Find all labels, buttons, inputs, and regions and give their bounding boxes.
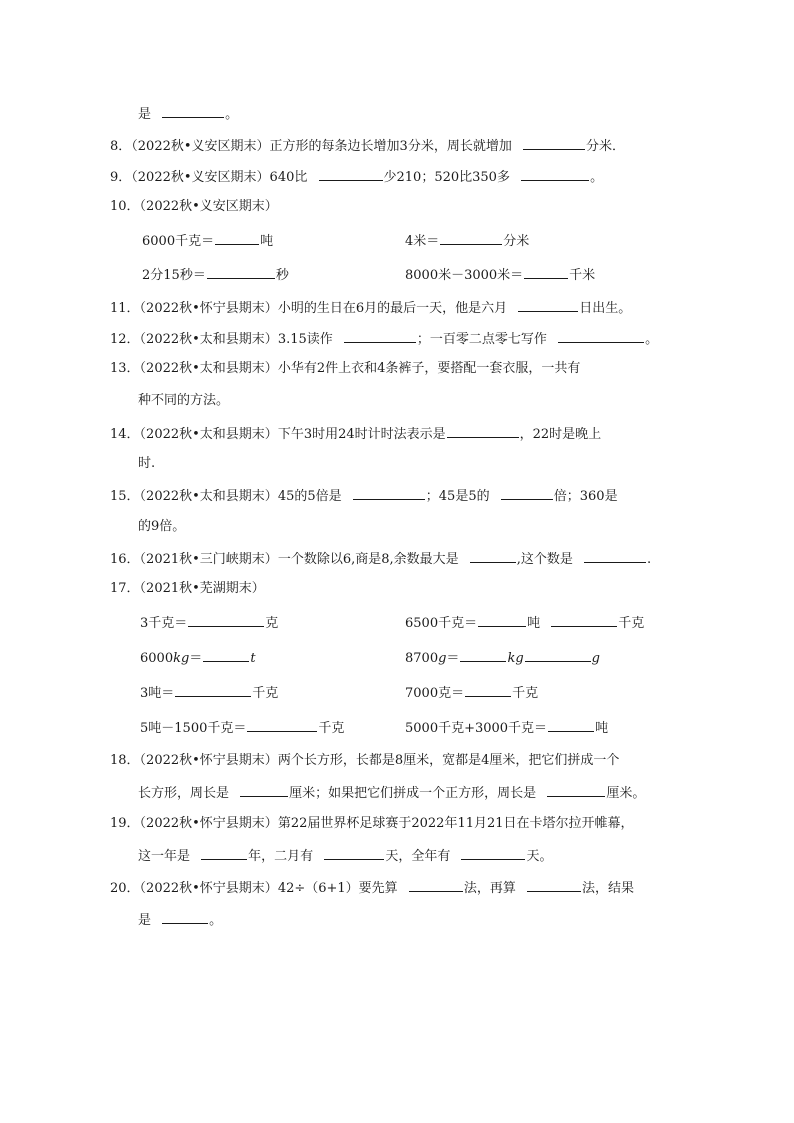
question-source: （2022秋•太和县期末）	[139, 332, 278, 347]
answer-blank[interactable]	[524, 265, 568, 279]
question-source: （2022秋•义安区期末）	[139, 199, 278, 214]
answer-blank[interactable]	[175, 683, 251, 697]
answer-blank[interactable]	[558, 329, 644, 343]
answer-blank[interactable]	[409, 878, 463, 892]
question-18-line-2: 长方形，周长是 厘米；如果把它们拼成一个正方形，周长是 厘米。	[138, 783, 645, 803]
question-source: （2022秋•义安区期末）	[131, 139, 270, 154]
question-source: （2022秋•太和县期末）	[139, 489, 278, 504]
answer-blank[interactable]	[247, 718, 317, 732]
answer-blank[interactable]	[584, 549, 646, 563]
answer-blank[interactable]	[525, 648, 591, 662]
answer-blank[interactable]	[162, 910, 208, 924]
q17-item-7: 5吨－1500千克＝ 千克	[140, 718, 344, 738]
question-16: 16．（2021秋•三门峡期末）一个数除以6,商是8,余数最大是 ,这个数是 .	[110, 549, 651, 569]
question-19-line-2: 这一年是 年，二月有 天，全年有 天。	[138, 846, 552, 866]
answer-blank[interactable]	[353, 486, 425, 500]
question-15-line-2: 的9倍。	[138, 519, 186, 534]
answer-blank[interactable]	[203, 648, 249, 662]
answer-blank[interactable]	[501, 486, 553, 500]
q17-item-4: 8700g＝ kg g	[405, 648, 600, 668]
answer-blank[interactable]	[188, 613, 264, 627]
answer-blank[interactable]	[162, 104, 224, 118]
question-source: （2022秋•怀宁县期末）	[139, 301, 278, 316]
q10-item-2: 4米＝ 分米	[405, 231, 529, 251]
answer-blank[interactable]	[344, 329, 416, 343]
question-11: 11．（2022秋•怀宁县期末）小明的生日在6月的最后一天，他是六月 日出生。	[110, 298, 631, 318]
question-source: （2022秋•怀宁县期末）	[139, 753, 278, 768]
q17-item-2: 6500千克＝ 吨 千克	[405, 613, 644, 633]
answer-blank[interactable]	[207, 265, 275, 279]
question-8: 8．（2022秋•义安区期末）正方形的每条边长增加3分米，周长就增加 分米．	[110, 136, 625, 156]
q17-item-8: 5000千克+3000千克＝ 吨	[405, 718, 608, 738]
question-source: （2021秋•芜湖期末）	[139, 581, 265, 596]
answer-blank[interactable]	[518, 298, 578, 312]
question-14-line-2: 时.	[138, 456, 156, 471]
q17-item-5: 3吨＝ 千克	[140, 683, 278, 703]
question-15: 15．（2022秋•太和县期末）45的5倍是 ；45是5的 倍；360是	[110, 486, 618, 506]
question-12: 12．（2022秋•太和县期末）3.15读作 ；一百零二点零七写作 。	[110, 329, 658, 349]
answer-blank[interactable]	[215, 231, 259, 245]
question-source: （2022秋•怀宁县期末）	[139, 816, 278, 831]
answer-blank[interactable]	[201, 846, 247, 860]
q17-item-3: 6000kg＝ t	[140, 648, 256, 668]
q10-item-3: 2分15秒＝ 秒	[142, 265, 289, 285]
answer-blank[interactable]	[460, 648, 506, 662]
answer-blank[interactable]	[470, 549, 516, 563]
q10-item-1: 6000千克＝ 吨	[142, 231, 273, 251]
answer-blank[interactable]	[461, 846, 525, 860]
answer-blank[interactable]	[551, 613, 617, 627]
answer-blank[interactable]	[440, 231, 502, 245]
answer-blank[interactable]	[240, 783, 288, 797]
answer-blank[interactable]	[547, 783, 605, 797]
question-source: （2022秋•义安区期末）	[131, 170, 270, 185]
q17-item-6: 7000克＝ 千克	[405, 683, 538, 703]
answer-blank[interactable]	[521, 167, 589, 181]
answer-blank[interactable]	[324, 846, 384, 860]
question-source: （2021秋•三门峡期末）	[139, 552, 278, 567]
question-9: 9．（2022秋•义安区期末）640比 少210；520比350多 。	[110, 167, 603, 187]
question-20-line-2: 是 。	[138, 910, 222, 930]
answer-blank[interactable]	[548, 718, 594, 732]
q17-item-1: 3千克＝ 克	[140, 613, 278, 633]
question-18: 18．（2022秋•怀宁县期末）两个长方形，长都是8厘米，宽都是4厘米，把它们拼成一个	[110, 753, 620, 768]
question-source: （2022秋•太和县期末）	[139, 427, 278, 442]
question-13: 13．（2022秋•太和县期末）小华有2件上衣和4条裤子，要搭配一套衣服，一共有	[110, 361, 581, 376]
answer-blank[interactable]	[319, 167, 383, 181]
q7-continuation: 是 。	[138, 104, 238, 124]
question-13-line-2: 种不同的方法。	[138, 393, 230, 408]
question-19: 19．（2022秋•怀宁县期末）第22届世界杯足球赛于2022年11月21日在卡塔尔拉开帷幕，	[110, 816, 634, 831]
answer-blank[interactable]	[478, 613, 526, 627]
answer-blank[interactable]	[523, 136, 585, 150]
answer-blank[interactable]	[527, 878, 581, 892]
question-17: 17．（2021秋•芜湖期末）	[110, 581, 265, 596]
answer-blank[interactable]	[447, 424, 519, 438]
question-source: （2022秋•太和县期末）	[139, 361, 278, 376]
question-10: 10．（2022秋•义安区期末）	[110, 199, 278, 214]
question-14: 14．（2022秋•太和县期末）下午3时用24时计时法表示是 ，22时是晚上	[110, 424, 601, 444]
question-source: （2022秋•怀宁县期末）	[139, 881, 278, 896]
q10-item-4: 8000米－3000米＝ 千米	[405, 265, 595, 285]
answer-blank[interactable]	[465, 683, 511, 697]
question-20: 20．（2022秋•怀宁县期末）42÷（6+1）要先算 法，再算 法，结果	[110, 878, 634, 898]
